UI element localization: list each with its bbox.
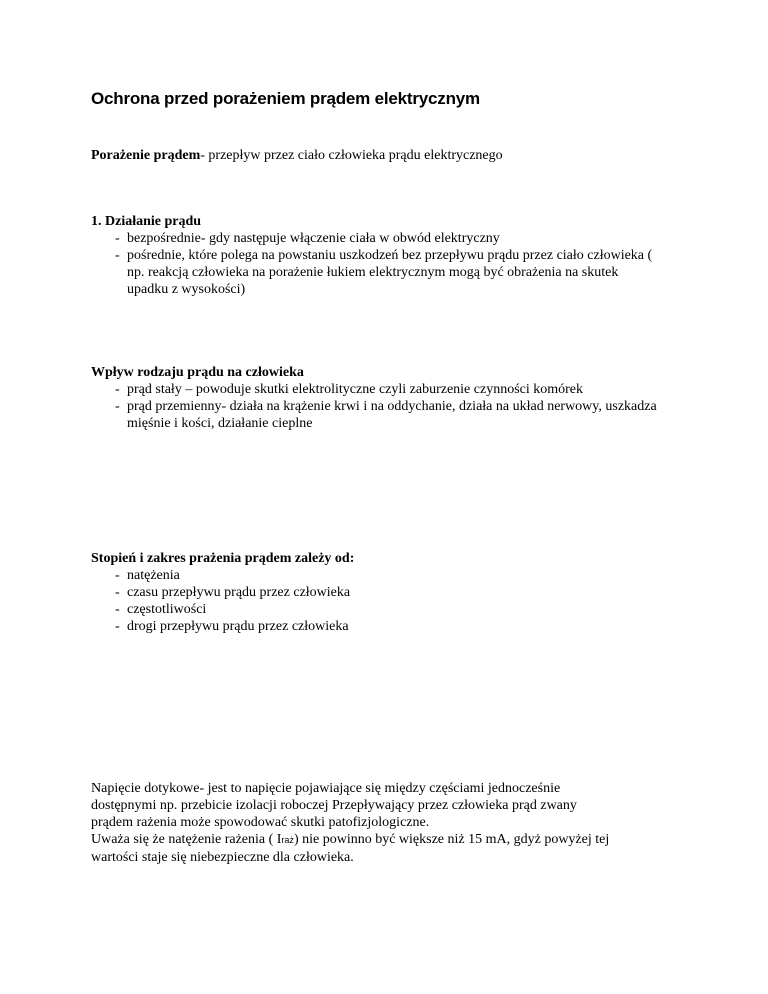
definition-text: - przepływ przez ciało człowieka prądu elektrycznego — [200, 148, 503, 163]
list-item: - natężenia — [91, 567, 691, 584]
paragraph-line: dostępnymi np. przebicie izolacji roboczej Przepływający przez człowieka prąd zwany — [91, 798, 577, 813]
paragraph-line: prądem rażenia może spowodować skutki patofizjologiczne. — [91, 815, 430, 830]
document-title: Ochrona przed porażeniem prądem elektrycznym — [91, 89, 480, 108]
paragraph-line: Napięcie dotykowe- jest to napięcie pojawiające się między częściami jednocześnie — [91, 781, 561, 796]
list-item: - prąd stały – powoduje skutki elektrolityczne czyli zaburzenie czynności komórek — [91, 381, 691, 398]
section-heading: 1. Działanie prądu — [91, 214, 202, 229]
list-item: - częstotliwości — [91, 601, 691, 618]
paragraph-text: Uważa się że natężenie rażenia ( I — [91, 832, 282, 847]
definition-line — [91, 147, 503, 164]
touch-voltage-paragraph — [91, 780, 691, 866]
section-severity-factors — [91, 550, 691, 635]
list-item: - drogi przepływu prądu przez człowieka — [91, 618, 691, 635]
list-item: - czasu przepływu prądu przez człowieka — [91, 584, 691, 601]
paragraph-line: wartości staje się niebezpieczne dla człowieka. — [91, 850, 354, 865]
list-item: - pośrednie, które polega na powstaniu uszkodzeń bez przepływu prądu przez ciało człowieka ( np. reakcją człowieka na porażenie łukiem elektrycznym mogą być obrażenia na skutek upadku z wysokości) — [91, 247, 657, 298]
section-heading: Stopień i zakres prażenia prądem zależy od: — [91, 551, 355, 566]
list-item: - prąd przemienny- działa na krążenie krwi i na oddychanie, działa na układ nerwowy, uszkadza mięśnie i kości, działanie cieplne — [91, 398, 697, 432]
paragraph-text: ) nie powinno być większe niż 15 mA, gdyż powyżej tej — [293, 832, 610, 847]
dash-list — [91, 567, 691, 635]
section-current-type — [91, 364, 691, 432]
current-subscript: raż — [281, 835, 294, 845]
paragraph-line — [91, 831, 691, 849]
dash-list — [91, 230, 691, 298]
section-action-of-current — [91, 213, 691, 298]
section-heading: Wpływ rodzaju prądu na człowieka — [91, 365, 304, 380]
list-item: - bezpośrednie- gdy następuje włączenie ciała w obwód elektryczny — [91, 230, 691, 247]
definition-term: Porażenie prądem — [91, 148, 201, 163]
dash-list — [91, 381, 691, 432]
